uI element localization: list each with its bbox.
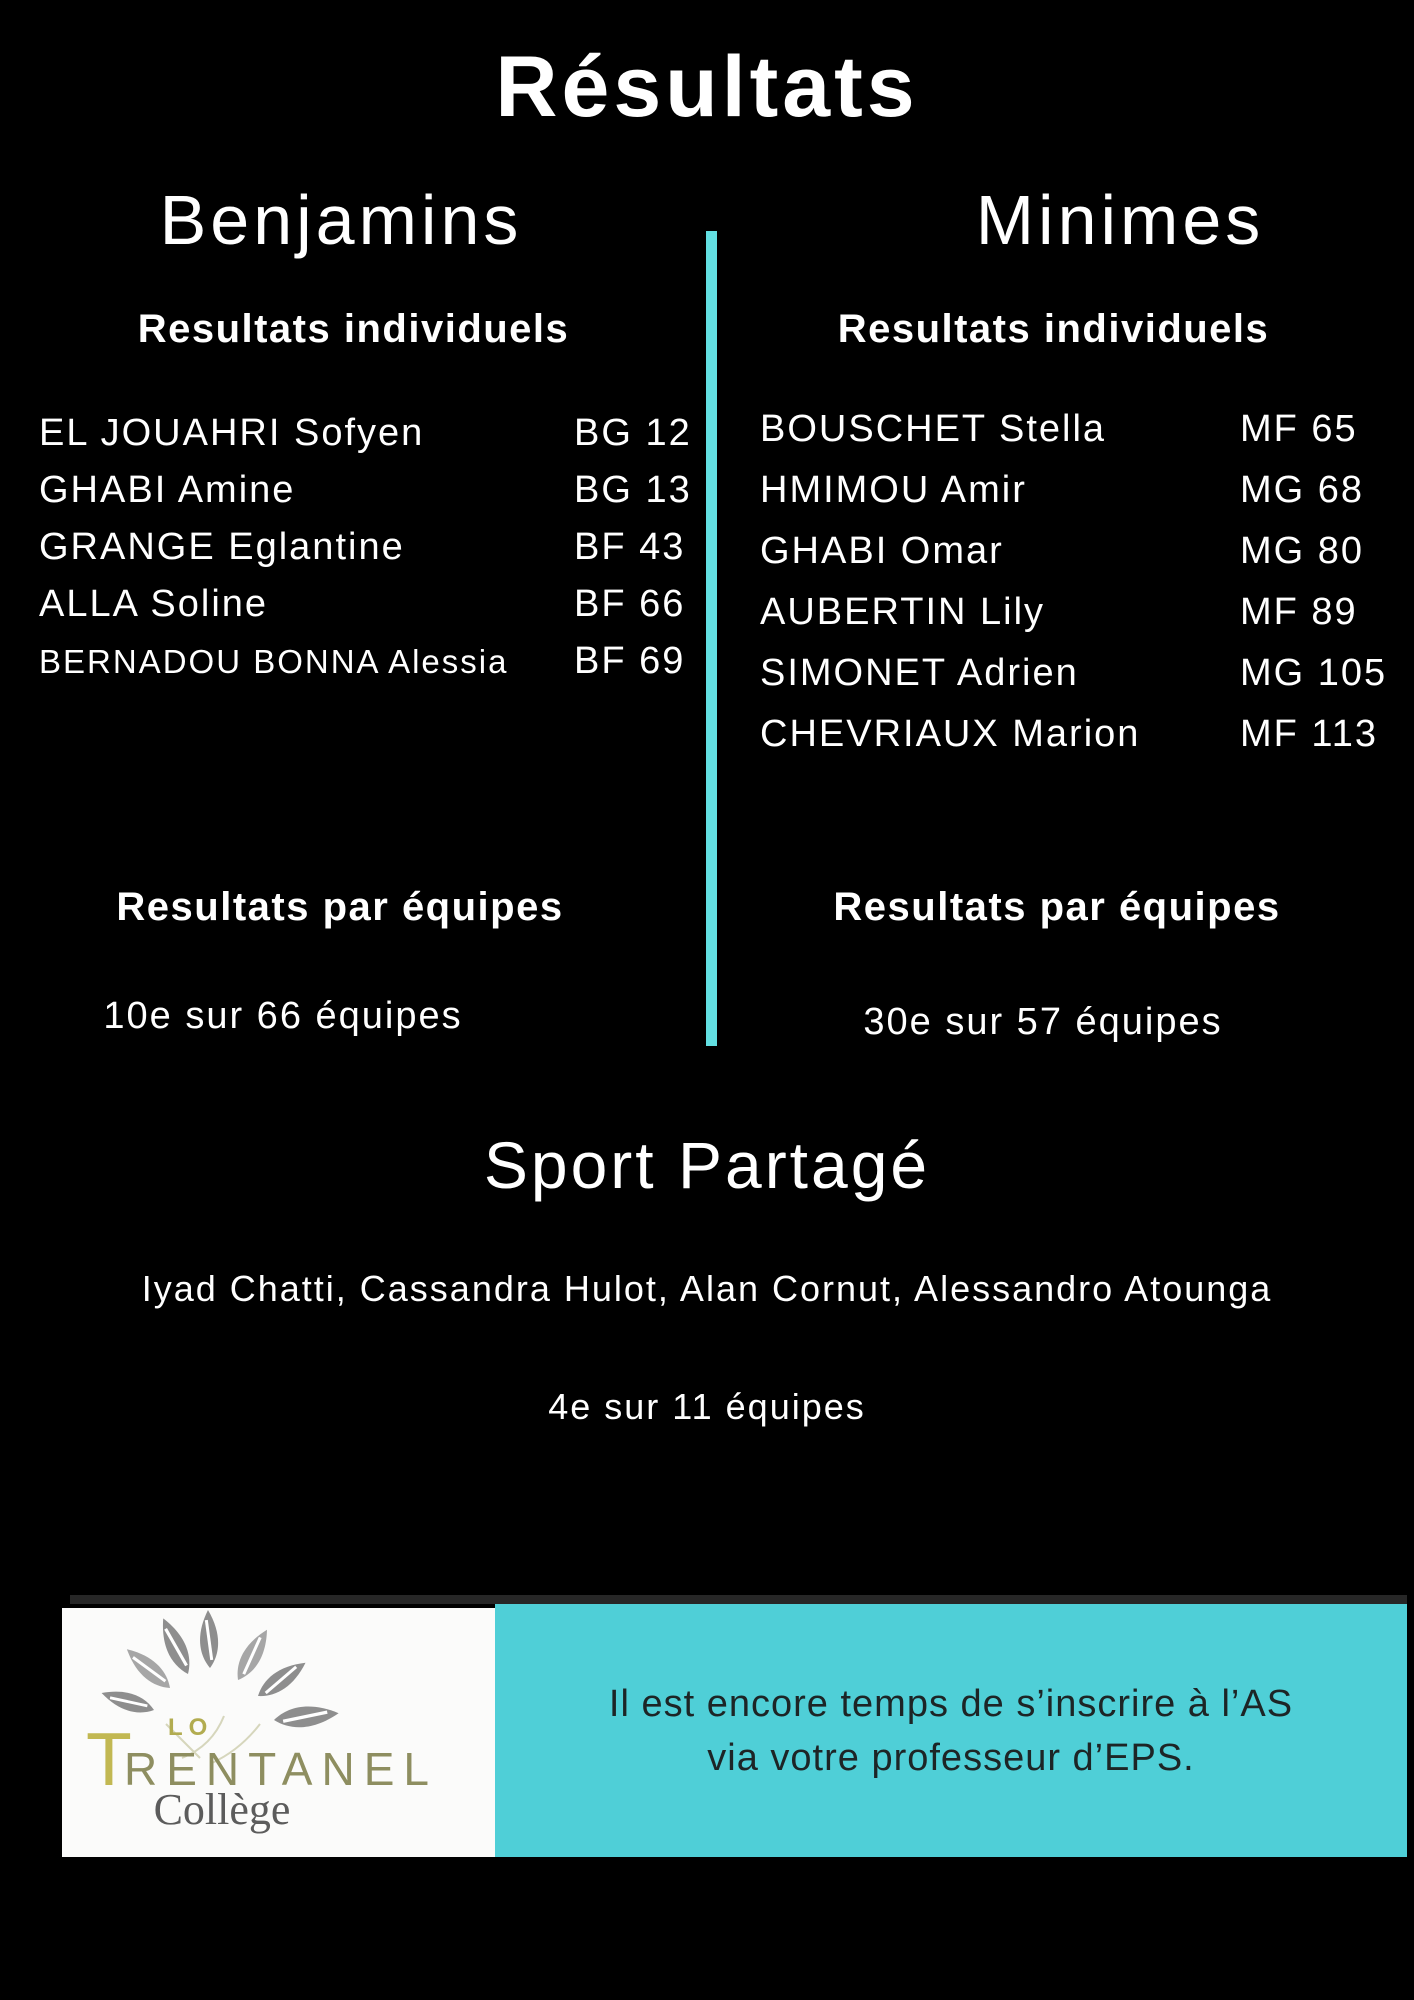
result-row xyxy=(39,405,692,462)
banner-line-1: Il est encore temps de s’inscrire à l’AS xyxy=(608,1682,1294,1725)
logo-text-initial: T xyxy=(86,1717,132,1801)
team-result-minimes: 30e sur 57 équipes xyxy=(863,1001,1223,1043)
banner-line-2: via votre professeur d’EPS. xyxy=(707,1736,1195,1779)
team-result-benjamins: 10e sur 66 équipes xyxy=(103,995,463,1037)
athlete-name: GRANGE Eglantine xyxy=(39,526,405,568)
athlete-score: MF 65 xyxy=(1240,408,1358,450)
athlete-name: ALLA Soline xyxy=(39,583,269,625)
athlete-name: SIMONET Adrien xyxy=(760,652,1079,694)
athlete-score: MG 80 xyxy=(1240,530,1365,572)
result-row xyxy=(39,462,692,519)
individual-results-list-benjamins xyxy=(39,405,692,690)
athlete-name: BOUSCHET Stella xyxy=(760,408,1107,450)
logo-text-lo: LO xyxy=(168,1714,214,1741)
announcement-banner xyxy=(495,1604,1407,1857)
footer-accent-strip xyxy=(70,1595,1407,1604)
athlete-name: BERNADOU BONNA Alessia xyxy=(39,642,509,680)
athlete-name: EL JOUAHRI Sofyen xyxy=(39,412,425,454)
column-title-minimes: Minimes xyxy=(975,181,1265,259)
individual-results-heading-minimes: Resultats individuels xyxy=(837,307,1270,351)
result-row xyxy=(760,704,1400,765)
team-results-heading-minimes: Resultats par équipes xyxy=(833,885,1281,929)
athlete-score: BG 12 xyxy=(574,412,692,454)
sport-partage-title: Sport Partagé xyxy=(483,1128,931,1202)
individual-results-heading-benjamins: Resultats individuels xyxy=(137,307,570,351)
athlete-score: BF 66 xyxy=(574,583,686,625)
logo-text-name: RENTANEL xyxy=(124,1743,438,1795)
athlete-name: GHABI Amine xyxy=(39,469,296,511)
athlete-score: MF 113 xyxy=(1240,713,1379,755)
athlete-score: MG 105 xyxy=(1240,652,1388,694)
athlete-score: MF 89 xyxy=(1240,591,1358,633)
result-row xyxy=(39,519,686,576)
athlete-name: GHABI Omar xyxy=(760,530,1004,572)
logo-text-subtitle: Collège xyxy=(153,1785,291,1834)
result-row xyxy=(760,399,1400,460)
athlete-score: BG 13 xyxy=(574,469,692,511)
result-row xyxy=(39,576,686,633)
result-row xyxy=(760,460,1400,521)
logo-leaves-icon xyxy=(99,1610,340,1763)
result-row xyxy=(760,582,1400,643)
column-title-benjamins: Benjamins xyxy=(159,181,523,259)
result-row xyxy=(760,521,1400,582)
team-results-heading-benjamins: Resultats par équipes xyxy=(116,885,564,929)
athlete-score: BF 69 xyxy=(574,640,686,682)
school-logo-panel xyxy=(62,1608,495,1857)
athlete-score: MG 68 xyxy=(1240,469,1365,511)
school-logo xyxy=(62,1608,495,1857)
result-row xyxy=(760,643,1400,704)
sport-partage-participants: Iyad Chatti, Cassandra Hulot, Alan Cornut, Alessandro Atounga xyxy=(141,1268,1273,1309)
page-title: Résultats xyxy=(495,39,919,135)
sport-partage-team-result: 4e sur 11 équipes xyxy=(548,1386,866,1427)
column-divider xyxy=(706,231,717,1046)
result-row xyxy=(39,633,686,690)
athlete-score: BF 43 xyxy=(574,526,686,568)
athlete-name: HMIMOU Amir xyxy=(760,469,1027,511)
individual-results-list-minimes xyxy=(760,399,1400,765)
athlete-name: AUBERTIN Lily xyxy=(760,591,1046,633)
athlete-name: CHEVRIAUX Marion xyxy=(760,713,1141,755)
